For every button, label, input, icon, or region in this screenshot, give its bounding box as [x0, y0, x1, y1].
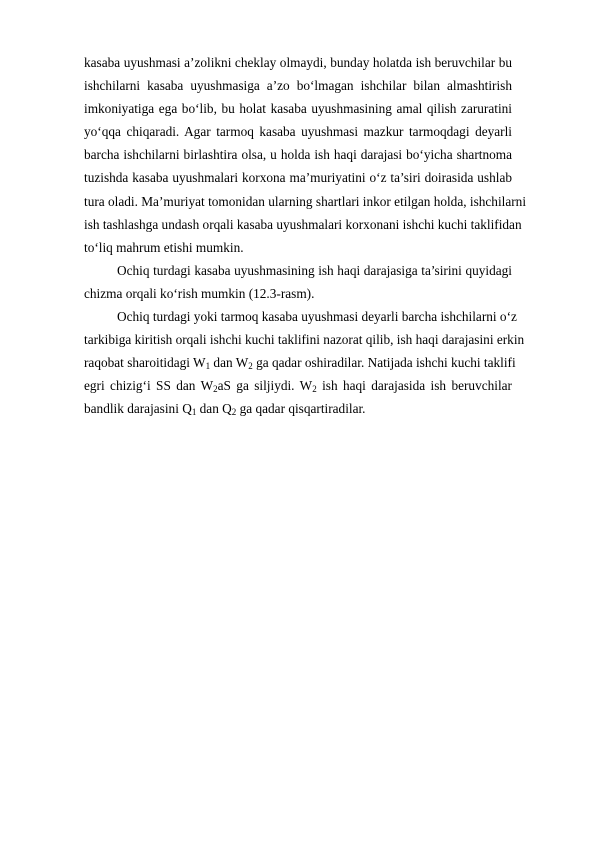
subscript: 1 [191, 407, 197, 418]
paragraph-2 [84, 259, 512, 305]
text-line: egri chizig‘i SS dan $W_2aS$ ga siljiydi. $W_2$ ish haqi darajasida ish beruvchilar [84, 378, 512, 395]
text-line: barcha ishchilarni birlashtira olsa, u holda ish haqi darajasi bo‘yicha shartnoma [84, 147, 512, 163]
subscript: 1 [205, 361, 211, 372]
paragraph-1 [84, 51, 527, 259]
text-line: tura oladi. Ma’muriyat tomonidan ularning shartlari inkor etilgan holda, ishchilarni [84, 193, 527, 209]
body-text [84, 51, 527, 421]
subscript: 2 [248, 361, 253, 372]
text-line: bandlik darajasini $Q_1$ dan $Q_2$ ga qadar qisqartiradilar. [84, 401, 366, 418]
text-line: Ochiq turdagi yoki tarmoq kasaba uyushmasi deyarli barcha ishchilarni o‘z [117, 309, 517, 325]
text-line: raqobat sharoitidagi $W_1$ dan $W_2$ ga qadar oshiradilar. Natijada ishchi kuchi taklifi [84, 355, 516, 372]
text-line: to‘liq mahrum etishi mumkin. [84, 239, 244, 255]
text-line: imkoniyatiga ega bo‘lib, bu holat kasaba uyushmasining amal qilish zaruratini [84, 101, 512, 117]
paragraph-3 [84, 305, 525, 420]
subscript: 2 [231, 407, 237, 418]
text-line: ish tashlashga undash orqali kasaba uyushmalari korxonani ishchi kuchi taklifidan [84, 216, 522, 232]
text-line: Ochiq turdagi kasaba uyushmasining ish haqi darajasiga ta’sirini quyidagi [117, 262, 512, 278]
subscript: 2 [213, 384, 218, 395]
text-line: ishchilarni kasaba uyushmasiga a’zo bo‘lmagan ishchilar bilan almashtirish [84, 78, 512, 94]
text-line: yo‘qqa chiqaradi. Agar tarmoq kasaba uyushmasi mazkur tarmoqdagi deyarli [84, 124, 512, 140]
text-line: tuzishda kasaba uyushmalari korxona ma’muriyatini o‘z ta’siri doirasida ushlab [84, 170, 512, 186]
text-line: kasaba uyushmasi a’zolikni cheklay olmaydi, bunday holatda ish beruvchilar bu [84, 55, 512, 70]
text-line: chizma orqali ko‘rish mumkin (12.3-rasm). [84, 285, 315, 301]
subscript: 2 [312, 384, 317, 395]
text-line: tarkibiga kiritish orqali ishchi kuchi taklifini nazorat qilib, ish haqi darajasini erkin [84, 332, 525, 348]
